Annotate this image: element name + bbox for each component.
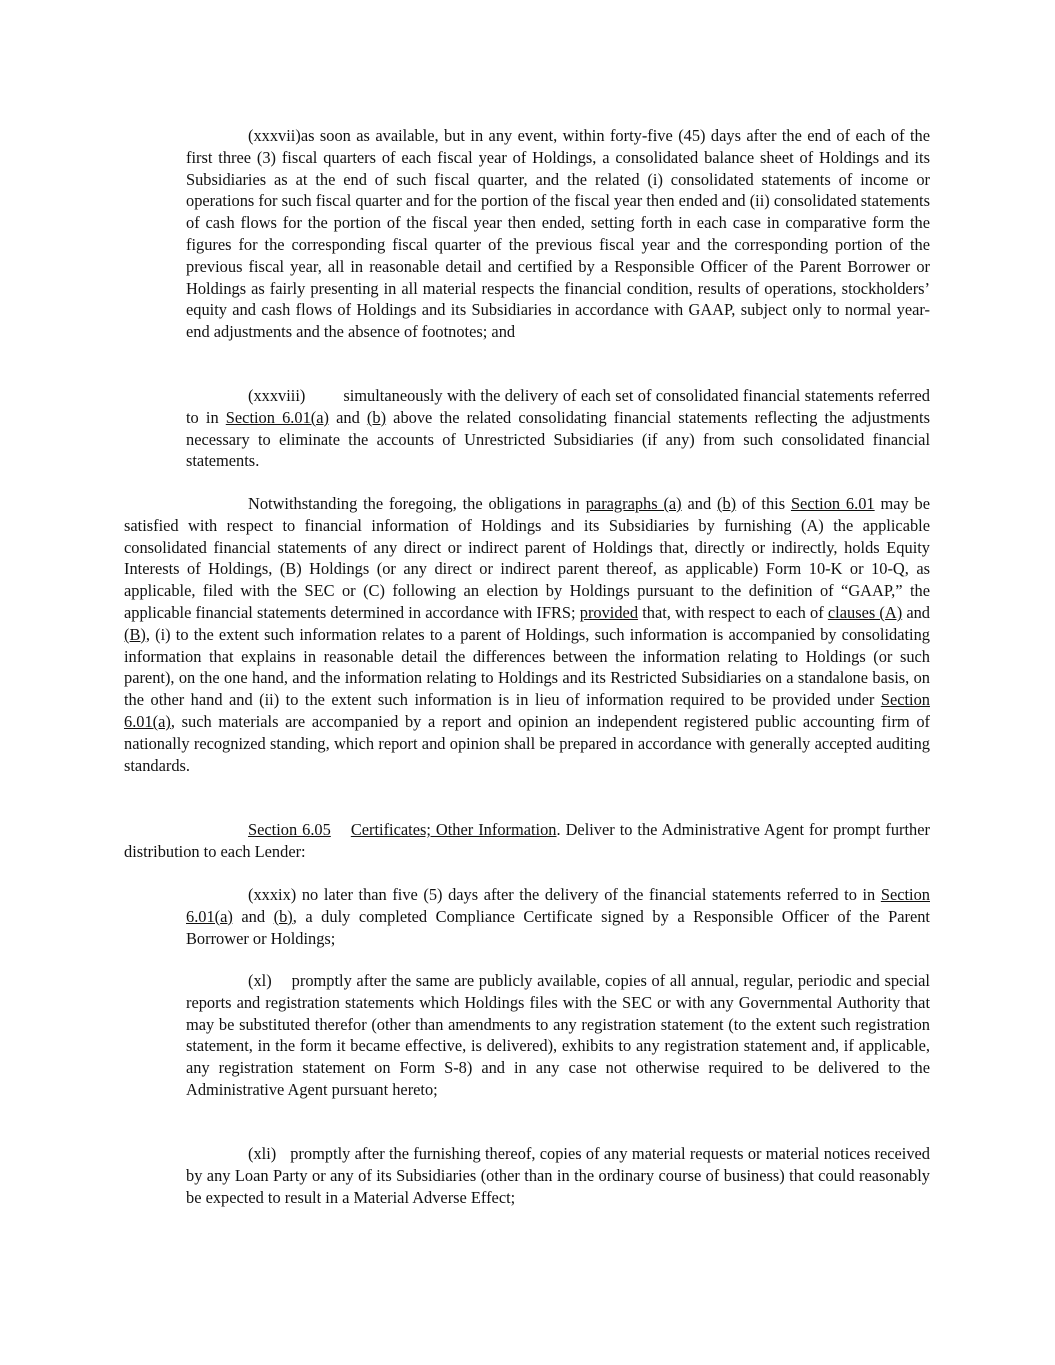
clause-label: (xxxviii) — [248, 386, 306, 405]
provided-term: provided — [579, 602, 639, 622]
clause-text: promptly after the furnishing thereof, copies of any material requests or material notices received by any Loan Party or any of its Subsidiaries (other than in the ordinary course of business) that could reasonably be expected to result in a Material Adverse Effect; — [186, 1144, 930, 1207]
section-6-01a-link[interactable]: Section 6.01(a) — [124, 690, 930, 731]
paragraph-notwithstanding: Notwithstanding the foregoing, the obligations in paragraphs (a) and (b) of this Section 6.01 may be satisfied with respect to financial information of Holdings and its Subsidiaries by furnishing (A) the applicable consolidated financial statements of any direct or indirect parent of Holdings that, directly or indirectly, holds Equity Interests of Holdings, (B) Holdings (or any direct or indirect parent thereof, as applicable) Form 10-K or 10-Q, as applicable, filed with the SEC or (C) following an election by Holdings pursuant to the definition of “GAAP,” the applicable financial statements determined in accordance with IFRS; provided that, with respect to each of clauses (A) and (B), (i) to the extent such information relates to a parent of Holdings, such information is accompanied by consolidating information that explains in reasonable detail the differences between the information relating to Holdings (or such parent), on the one hand, and the information relating to Holdings and its Restricted Subsidiaries on a standalone basis, on the other hand and (ii) to the extent such information is in lieu of information required to be provided under Section 6.01(a), such materials are accompanied by a report and opinion an independent registered public accounting firm of nationally recognized standing, which report and opinion shall be prepared in accordance with generally accepted auditing standards. — [124, 494, 930, 775]
section-6-01a-link[interactable]: Section 6.01(a) — [225, 407, 329, 427]
clause-text: as soon as available, but in any event, within forty-five (45) days after the end of each of the first three (3) fiscal quarters of each fiscal year of Holdings, a consolidated balance sheet of Holdings and its Subsidiaries as at the end of such fiscal quarter, and the related (i) consolidated statements of income or operations for such fiscal quarter and for the portion of the fiscal year then ended and (ii) consolidated statements of cash flows for the portion of the fiscal year then ended, setting forth in each case in comparative form the figures for the corresponding fiscal quarter of the previous fiscal year and the corresponding portion of the previous fiscal year, all in reasonable detail and certified by a Responsible Officer of the Parent Borrower or Holdings as fairly presenting in all material respects the financial condition, results of operations, stockholders’ equity and cash flows of Holdings and its Subsidiaries in accordance with GAAP, subject only to normal year-end adjustments and the absence of footnotes; and — [186, 126, 930, 342]
clause-b-link[interactable]: (B) — [124, 624, 146, 644]
clause-label: (xl) — [248, 971, 272, 990]
clause-b-link[interactable]: (b) — [366, 407, 387, 427]
paragraph-b-link[interactable]: (b) — [716, 494, 737, 513]
section-title: Certificates; Other Information — [350, 820, 557, 839]
section-number: Section 6.05 — [248, 820, 331, 839]
clause-label: (xxxvii) — [248, 126, 301, 145]
paragraphs-a-link[interactable]: paragraphs (a) — [585, 494, 682, 513]
paragraph-xxxviii: (xxxviii) simultaneously with the delivery of each set of consolidated financial statements referred to in Section 6.01(a) and (b) above the related consolidating financial statements reflecting the adjustments necessary to eliminate the accounts of Unrestricted Subsidiaries (if any) from such consolidated financial statements. — [186, 386, 930, 471]
section-6-01a-link[interactable]: Section 6.01(a) — [186, 885, 930, 926]
paragraph-xl — [186, 970, 930, 1101]
section-6-01-link[interactable]: Section 6.01 — [790, 494, 875, 513]
clauses-a-link[interactable]: clauses (A) — [827, 602, 903, 622]
paragraph-xxxvii — [186, 125, 930, 343]
clause-label: (xxxix) — [248, 885, 297, 904]
clause-label: (xli) — [248, 1144, 277, 1163]
section-6-05-heading-paragraph: Section 6.05 Certificates; Other Information. Deliver to the Administrative Agent for prompt further distribution to each Lender: — [124, 820, 930, 861]
clause-b-link[interactable]: (b) — [273, 906, 293, 926]
paragraph-xli — [186, 1143, 930, 1208]
clause-text: promptly after the same are publicly available, copies of all annual, regular, periodic and special reports and registration statements which Holdings files with the SEC or with any Governmental Authority that may be substituted therefor (other than amendments to any registration statement (to the extent such registration statement, in the form it became effective, is delivered), exhibits to any registration statement and, if applicable, any registration statement on Form S-8) and in any case not otherwise required to be delivered to the Administrative Agent pursuant hereto; — [186, 971, 930, 1099]
paragraph-xxxix: (xxxix) no later than five (5) days after the delivery of the financial statements referred to in Section 6.01(a) and (b), a duly completed Compliance Certificate signed by a Responsible Officer of the Parent Borrower or Holdings; — [186, 885, 930, 948]
